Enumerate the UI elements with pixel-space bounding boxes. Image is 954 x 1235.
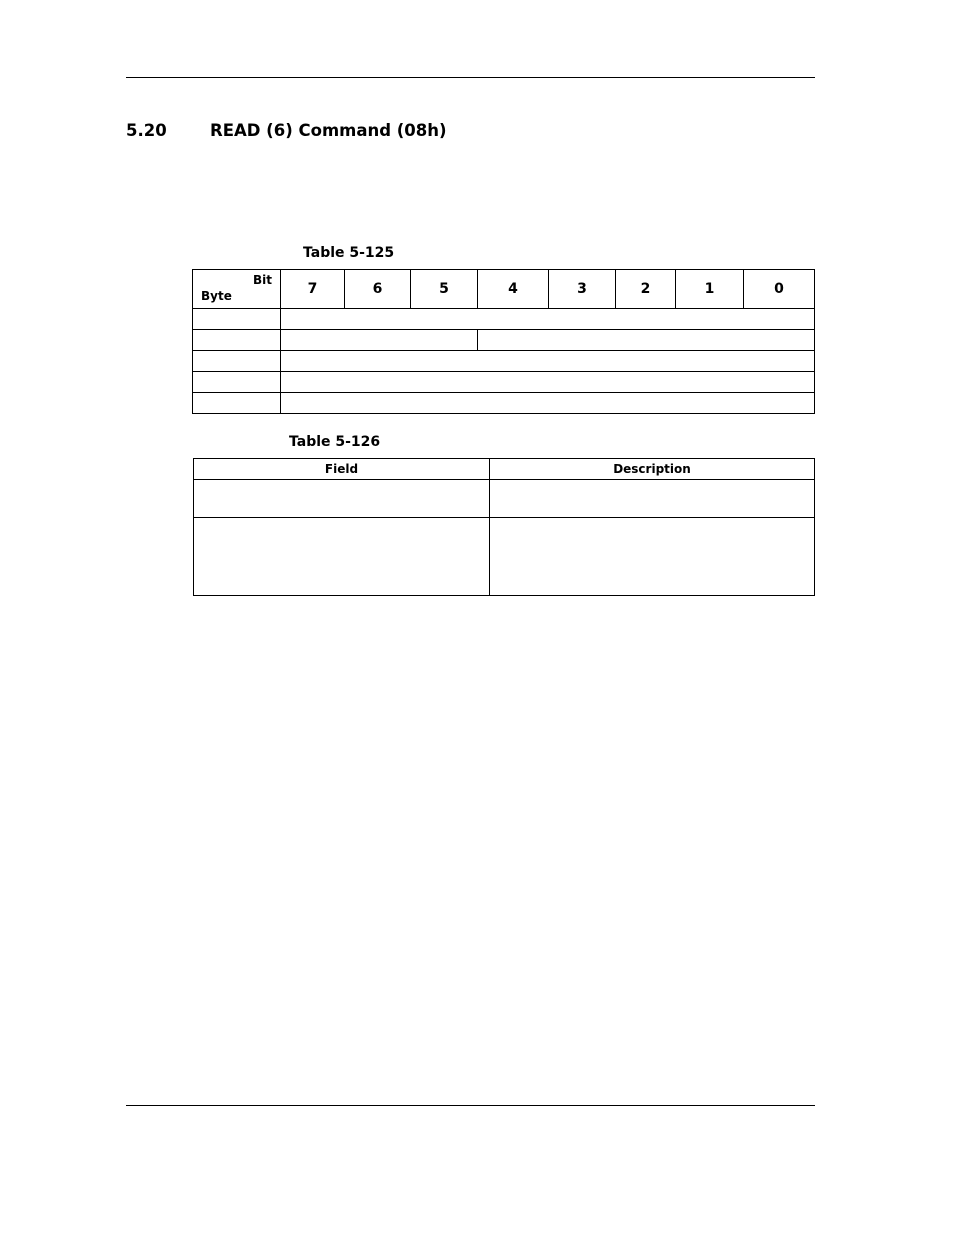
section-number: 5.20 bbox=[126, 121, 167, 140]
table-row bbox=[194, 518, 815, 596]
field-cell bbox=[194, 480, 490, 518]
bit-header-cell: 0 bbox=[744, 270, 815, 309]
bit-header-row bbox=[193, 270, 815, 309]
header-rule bbox=[126, 77, 815, 78]
byte-cell bbox=[193, 393, 281, 414]
footer-rule bbox=[126, 1105, 815, 1106]
table-caption-5-126: Table 5-126 bbox=[289, 434, 381, 450]
section-title: READ (6) Command (08h) bbox=[210, 121, 447, 140]
bit-header-cell: 2 bbox=[616, 270, 676, 309]
table-caption-5-125: Table 5-125 bbox=[303, 245, 395, 261]
description-cell bbox=[490, 518, 815, 596]
field-cell bbox=[281, 351, 815, 372]
bit-header-cell: 6 bbox=[345, 270, 411, 309]
field-cell bbox=[281, 393, 815, 414]
bit-byte-corner-cell bbox=[193, 270, 281, 309]
byte-cell bbox=[193, 309, 281, 330]
table-row bbox=[194, 480, 815, 518]
description-cell bbox=[490, 480, 815, 518]
field-cell bbox=[281, 309, 815, 330]
table-row bbox=[193, 351, 815, 372]
description-column-header: Description bbox=[490, 459, 815, 480]
command-descriptor-table bbox=[192, 269, 815, 414]
field-description-table bbox=[193, 458, 815, 596]
bit-header-cell: 3 bbox=[549, 270, 616, 309]
table-row bbox=[193, 372, 815, 393]
field-cell bbox=[281, 330, 478, 351]
field-cell bbox=[281, 372, 815, 393]
bit-label: Bit bbox=[253, 273, 272, 287]
bit-header-cell: 5 bbox=[411, 270, 478, 309]
byte-cell bbox=[193, 372, 281, 393]
section-heading bbox=[126, 121, 447, 140]
field-column-header: Field bbox=[194, 459, 490, 480]
table-row bbox=[193, 330, 815, 351]
byte-cell bbox=[193, 330, 281, 351]
table-row bbox=[193, 393, 815, 414]
field-cell bbox=[478, 330, 815, 351]
byte-cell bbox=[193, 351, 281, 372]
bit-header-cell: 1 bbox=[676, 270, 744, 309]
table-header-row bbox=[194, 459, 815, 480]
bit-header-cell: 4 bbox=[478, 270, 549, 309]
field-cell bbox=[194, 518, 490, 596]
byte-label: Byte bbox=[201, 289, 232, 303]
bit-header-cell: 7 bbox=[281, 270, 345, 309]
table-row bbox=[193, 309, 815, 330]
